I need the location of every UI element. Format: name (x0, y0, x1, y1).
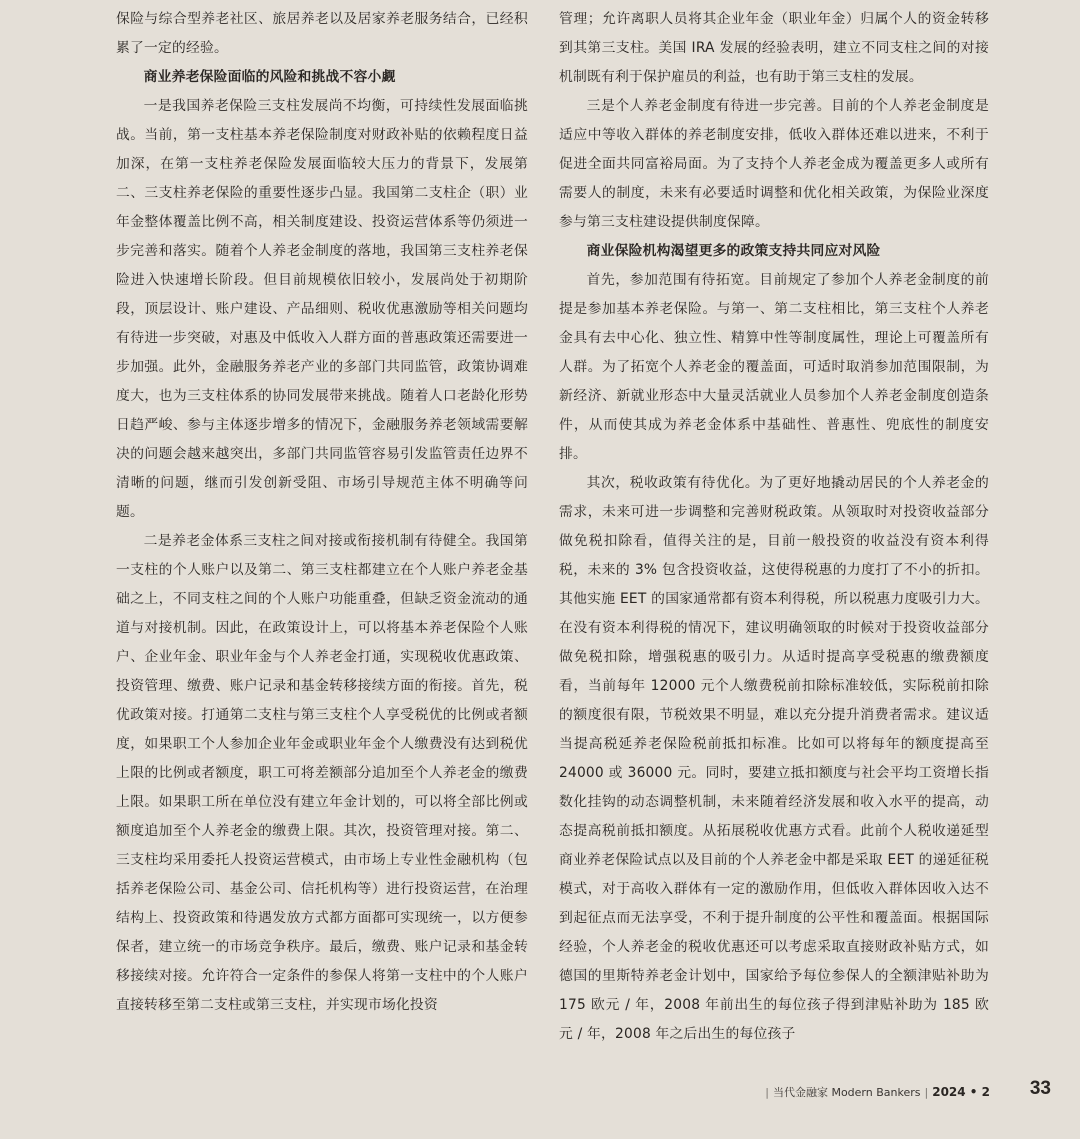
page-number: 33 (1029, 1078, 1051, 1099)
paragraph: 管理；允许离职人员将其企业年金（职业年金）归属个人的资金转移到其第三支柱。美国 IRA 发展的经验表明，建立不同支柱之间的对接机制既有利于保护雇员的利益，也有助于第三支柱的发展。 (559, 11, 989, 85)
paragraph: 一是我国养老保险三支柱发展尚不均衡，可持续性发展面临挑战。当前，第一支柱基本养老保险制度对财政补贴的依赖程度日益加深，在第一支柱养老保险发展面临较大压力的背景下，发展第二、三支柱养老保险的重要性逐步凸显。我国第二支柱企（职）业年金整体覆盖比例不高，相关制度建设、投资运营体系等仍须进一步完善和落实。随着个人养老金制度的落地，我国第三支柱养老保险进入快速增长阶段。但目前规模依旧较小，发展尚处于初期阶段，顶层设计、账户建设、产品细则、税收优惠激励等相关问题均有待进一步突破，对惠及中低收入人群方面的普惠政策还需要进一步加强。此外，金融服务养老产业的多部门共同监管，政策协调难度大，也为三支柱体系的协同发展带来挑战。随着人口老龄化形势日趋严峻、参与主体逐步增多的情况下，金融服务养老领域需要解决的问题会越来越突出，多部门共同监管容易引发监管责任边界不清晰的问题，继而引发创新受阻、市场引导规范主体不明确等问题。 (116, 98, 528, 520)
right-column (559, 5, 989, 1049)
section-heading: 商业养老保险面临的风险和挑战不容小觑 (143, 69, 396, 85)
footer-masthead: | 当代金融家 Modern Bankers | 2024 • 2 (765, 1085, 990, 1099)
paragraph: 首先，参加范围有待拓宽。目前规定了参加个人养老金制度的前提是参加基本养老保险。与第一、第二支柱相比，第三支柱个人养老金具有去中心化、独立性、精算中性等制度属性，理论上可覆盖所有人群。为了拓宽个人养老金的覆盖面，可适时取消参加范围限制，为新经济、新就业形态中大量灵活就业人员参加个人养老金制度创造条件，从而使其成为养老金体系中基础性、普惠性、兜底性的制度安排。 (559, 272, 989, 462)
paragraph: 其次，税收政策有待优化。为了更好地撬动居民的个人养老金的需求，未来可进一步调整和完善财税政策。从领取时对投资收益部分做免税扣除看，值得关注的是，目前一般投资的收益没有资本利得税，未来的 3% 包含投资收益，这使得税惠的力度打了不小的折扣。其他实施 EET 的国家通常都有资本利得税，所以税惠力度吸引力大。在没有资本利得税的情况下，建议明确领取的时候对于投资收益部分做免税扣除，增强税惠的吸引力。从适时提高享受税惠的缴费额度看，当前每年 12000 元个人缴费税前扣除标准较低，实际税前扣除的额度很有限，节税效果不明显，难以充分提升消费者需求。建议适当提高税延养老保险税前抵扣标准。比如可以将每年的额度提高至 24000 或 36000 元。同时，要建立抵扣额度与社会平均工资增长指数化挂钩的动态调整机制，未来随着经济发展和收入水平的提高，动态提高税前抵扣额度。从拓展税收优惠方式看。此前个人税收递延型商业养老保险试点以及目前的个人养老金中都是采取 EET 的递延征税模式，对于高收入群体有一定的激励作用，但低收入群体因收入达不到起征点而无法享受，不利于提升制度的公平性和覆盖面。根据国际经验，个人养老金的税收优惠还可以考虑采取直接财政补贴方式，如德国的里斯特养老金计划中，国家给予每位参保人的全额津贴补助为 175 欧元 / 年，2008 年前出生的每位孩子得到津贴补助为 185 欧元 / 年，2008 年之后出生的每位孩子 (559, 475, 989, 1042)
issue-label: 2024 • 2 (932, 1085, 990, 1099)
section-heading: 商业保险机构渴望更多的政策支持共同应对风险 (586, 243, 881, 259)
page-footer (0, 1078, 1080, 1106)
left-column (116, 5, 528, 1020)
paragraph: 二是养老金体系三支柱之间对接或衔接机制有待健全。我国第一支柱的个人账户以及第二、第三支柱都建立在个人账户养老金基础之上，不同支柱之间的个人账户功能重叠，但缺乏资金流动的通道与对接机制。因此，在政策设计上，可以将基本养老保险个人账户、企业年金、职业年金与个人养老金打通，实现税收优惠政策、投资管理、缴费、账户记录和基金转移接续方面的衔接。首先，税优政策对接。打通第二支柱与第三支柱个人享受税优的比例或者额度，如果职工个人参加企业年金或职业年金个人缴费没有达到税优上限的比例或者额度，职工可将差额部分追加至个人养老金的缴费上限。如果职工所在单位没有建立年金计划的，可以将全部比例或额度追加至个人养老金的缴费上限。其次，投资管理对接。第二、三支柱均采用委托人投资运营模式，由市场上专业性金融机构（包括养老保险公司、基金公司、信托机构等）进行投资运营，在治理结构上、投资政策和待遇发放方式都方面都可实现统一，以方便参保者，建立统一的市场竞争秩序。最后，缴费、账户记录和基金转移接续对接。允许符合一定条件的参保人将第一支柱中的个人账户直接转移至第二支柱或第三支柱，并实现市场化投资 (116, 533, 528, 1013)
paragraph: 三是个人养老金制度有待进一步完善。目前的个人养老金制度是适应中等收入群体的养老制度安排，低收入群体还难以进来，不利于促进全面共同富裕局面。为了支持个人养老金成为覆盖更多人或所有需要人的制度，未来有必要适时调整和优化相关政策，为保险业深度参与第三支柱建设提供制度保障。 (559, 98, 989, 230)
magazine-name: 当代金融家 Modern Bankers (772, 1086, 921, 1099)
paragraph: 保险与综合型养老社区、旅居养老以及居家养老服务结合，已经积累了一定的经验。 (116, 11, 528, 56)
